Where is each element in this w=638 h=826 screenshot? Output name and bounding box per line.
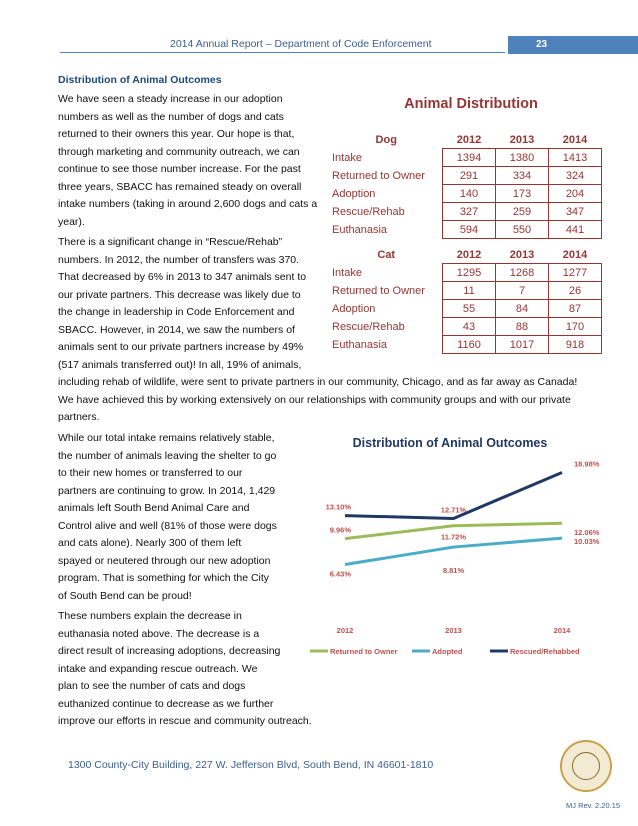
chart-series-group bbox=[345, 472, 562, 564]
series-line-adopted bbox=[345, 538, 562, 564]
text-line: intake numbers (taking in around 2,600 dogs and cats a bbox=[58, 198, 318, 210]
cell-value: 1295 bbox=[443, 264, 496, 282]
cell-value: 441 bbox=[549, 221, 602, 239]
text-line: We have achieved this by working extensively on our relationships with community groups and with our private bbox=[58, 393, 571, 406]
text-line: animals sent to our private partners increase by 49% bbox=[58, 341, 304, 353]
section-title: Distribution of Animal Outcomes bbox=[58, 74, 222, 86]
text-line: (517 animals transferred out)! In all, 19% of animals, bbox=[58, 358, 302, 371]
dog-table bbox=[330, 131, 602, 239]
text-line: the change in leadership in Code Enforcement and bbox=[58, 306, 295, 318]
text-line: animals left South Bend Animal Care and bbox=[58, 502, 250, 514]
cell-value: 170 bbox=[549, 318, 602, 336]
text-line: numbers. In 2012, the number of transfers was 370. bbox=[58, 253, 300, 266]
text-line: numbers as well as the number of dogs and cats bbox=[58, 110, 284, 123]
chart-title: Distribution of Animal Outcomes bbox=[352, 436, 548, 450]
cell-value: 327 bbox=[443, 203, 496, 221]
text-line: year). bbox=[58, 215, 85, 228]
text-line: partners. bbox=[58, 411, 100, 423]
data-label: 12.71% bbox=[440, 505, 467, 515]
text-line: of South Bend can be proud! bbox=[58, 589, 192, 602]
text-line: and cats alone). Nearly 300 of them left bbox=[58, 537, 242, 549]
cell-value: 43 bbox=[443, 318, 496, 336]
year-header: 2012 bbox=[456, 133, 482, 146]
data-label: 6.43% bbox=[329, 569, 351, 579]
chart-x-ticks bbox=[337, 626, 572, 635]
data-label: 10.03% bbox=[574, 537, 600, 547]
text-line: the number of animals leaving the shelter to go bbox=[58, 449, 277, 462]
revision-note: MJ Rev. 2.20.15 bbox=[566, 801, 621, 810]
text-line: returned to their owners this year. Our hope is that, bbox=[58, 128, 295, 140]
table-row bbox=[330, 300, 602, 318]
text-line: intake and expanding rescue outreach. We bbox=[58, 662, 258, 675]
dog-header: Dog bbox=[375, 133, 397, 146]
legend-label: Rescued/Rehabbed bbox=[510, 647, 580, 656]
text-line: euthanized continue to decrease as we further bbox=[58, 697, 274, 710]
cell-value: 594 bbox=[443, 221, 496, 239]
year-header: 2013 bbox=[509, 133, 535, 146]
text-line: program. That is something for which the City bbox=[58, 572, 270, 584]
text-line: That decreased by 6% in 2013 to 347 animals sent to bbox=[58, 271, 307, 283]
table-row bbox=[330, 318, 602, 336]
cell-value: 173 bbox=[496, 185, 549, 203]
chart-legend bbox=[310, 647, 580, 656]
cell-value: 7 bbox=[496, 282, 549, 300]
row-label: Intake bbox=[332, 266, 362, 279]
text-line: our private partners. This decrease was likely due to bbox=[58, 288, 301, 301]
cell-value: 84 bbox=[496, 300, 549, 318]
text-line: improve our efforts in rescue and community outreach. bbox=[58, 715, 312, 727]
row-label: Returned to Owner bbox=[332, 284, 425, 297]
footer-address: 1300 County-City Building, 227 W. Jefferson Blvd, South Bend, IN 46601-1810 bbox=[68, 759, 434, 771]
cell-value: 1268 bbox=[496, 264, 549, 282]
cell-value: 204 bbox=[549, 185, 602, 203]
text-line: three years, SBACC has remained steady on overall bbox=[58, 180, 302, 193]
cell-value: 1277 bbox=[549, 264, 602, 282]
text-line: SBACC. However, in 2014, we saw the numbers of bbox=[58, 323, 295, 336]
cell-value: 347 bbox=[549, 203, 602, 221]
table-row bbox=[330, 167, 602, 185]
table-row bbox=[330, 282, 602, 300]
cell-value: 1380 bbox=[496, 149, 549, 167]
text-line: plan to see the number of cats and dogs bbox=[58, 680, 246, 692]
text-line: to their new homes or transferred to our bbox=[58, 467, 243, 479]
data-label: 18.98% bbox=[574, 459, 600, 469]
cell-value: 918 bbox=[549, 336, 602, 354]
x-tick-label: 2014 bbox=[553, 626, 571, 635]
row-label: Euthanasia bbox=[332, 223, 388, 236]
data-label: 8.81% bbox=[442, 566, 465, 576]
cell-value: 1160 bbox=[443, 336, 496, 354]
text-line: spayed or neutered through our new adoption bbox=[58, 554, 271, 567]
x-tick-label: 2013 bbox=[445, 626, 462, 635]
row-label: Euthanasia bbox=[332, 338, 388, 351]
cell-value: 334 bbox=[496, 167, 549, 185]
cell-value: 140 bbox=[443, 185, 496, 203]
table-row bbox=[330, 149, 602, 167]
text-line: direct result of increasing adoptions, decreasing bbox=[58, 645, 281, 657]
row-label: Rescue/Rehab bbox=[332, 320, 405, 333]
cell-value: 88 bbox=[496, 318, 549, 336]
cell-value: 11 bbox=[443, 282, 496, 300]
text-line: Control alive and well (81% of those were dogs bbox=[58, 519, 277, 532]
row-label: Adoption bbox=[332, 187, 376, 200]
cell-value: 550 bbox=[496, 221, 549, 239]
year-header: 2012 bbox=[456, 248, 482, 261]
text-line: euthanasia noted above. The decrease is a bbox=[58, 627, 260, 640]
table-row bbox=[330, 221, 602, 239]
text-line: We have seen a steady increase in our adoption bbox=[58, 93, 283, 105]
row-label: Adoption bbox=[332, 302, 376, 315]
row-label: Intake bbox=[332, 151, 362, 164]
text-line: through marketing and community outreach, we can bbox=[58, 145, 300, 158]
data-label: 11.72% bbox=[440, 532, 467, 542]
cat-table bbox=[330, 246, 602, 354]
data-label: 13.10% bbox=[325, 502, 351, 512]
year-header: 2013 bbox=[509, 248, 535, 261]
cell-value: 291 bbox=[443, 167, 496, 185]
legend-label: Adopted bbox=[432, 647, 463, 656]
page-header bbox=[60, 36, 580, 54]
row-label: Returned to Owner bbox=[332, 169, 425, 182]
page-number: 23 bbox=[508, 36, 638, 54]
legend-label: Returned to Owner bbox=[330, 647, 398, 656]
text-line: There is a significant change in “Rescue/Rehab” bbox=[58, 236, 283, 248]
table-row bbox=[330, 336, 602, 354]
cell-value: 26 bbox=[549, 282, 602, 300]
text-line: These numbers explain the decrease in bbox=[58, 610, 242, 622]
year-header: 2014 bbox=[562, 248, 588, 261]
x-tick-label: 2012 bbox=[336, 626, 354, 635]
data-label: 9.96% bbox=[329, 525, 351, 535]
year-header: 2014 bbox=[562, 133, 588, 146]
table-row bbox=[330, 203, 602, 221]
row-label: Rescue/Rehab bbox=[332, 205, 405, 218]
report-title: 2014 Annual Report – Department of Code Enforcement bbox=[170, 38, 432, 50]
city-seal-icon bbox=[560, 740, 612, 792]
cell-value: 1017 bbox=[496, 336, 549, 354]
text-line: partners are continuing to grow. In 2014, 1,429 bbox=[58, 484, 276, 497]
header-rule bbox=[60, 52, 505, 53]
text-line: including rehab of wildlife, were sent to private partners in our community, Chicago, and as far away as Canada! bbox=[58, 376, 578, 388]
cell-value: 55 bbox=[443, 300, 496, 318]
animal-distribution-title: Animal Distribution bbox=[404, 96, 538, 112]
text-line: continue to see those number increase. For the past bbox=[58, 163, 301, 175]
cell-value: 324 bbox=[549, 167, 602, 185]
cell-value: 259 bbox=[496, 203, 549, 221]
table-row bbox=[330, 264, 602, 282]
cell-value: 87 bbox=[549, 300, 602, 318]
data-label: 12.06% bbox=[574, 528, 600, 538]
table-row bbox=[330, 185, 602, 203]
outcomes-line-chart bbox=[300, 425, 600, 665]
cell-value: 1413 bbox=[549, 149, 602, 167]
text-line: While our total intake remains relatively stable, bbox=[58, 432, 275, 444]
cat-header: Cat bbox=[377, 248, 396, 261]
cell-value: 1394 bbox=[443, 149, 496, 167]
